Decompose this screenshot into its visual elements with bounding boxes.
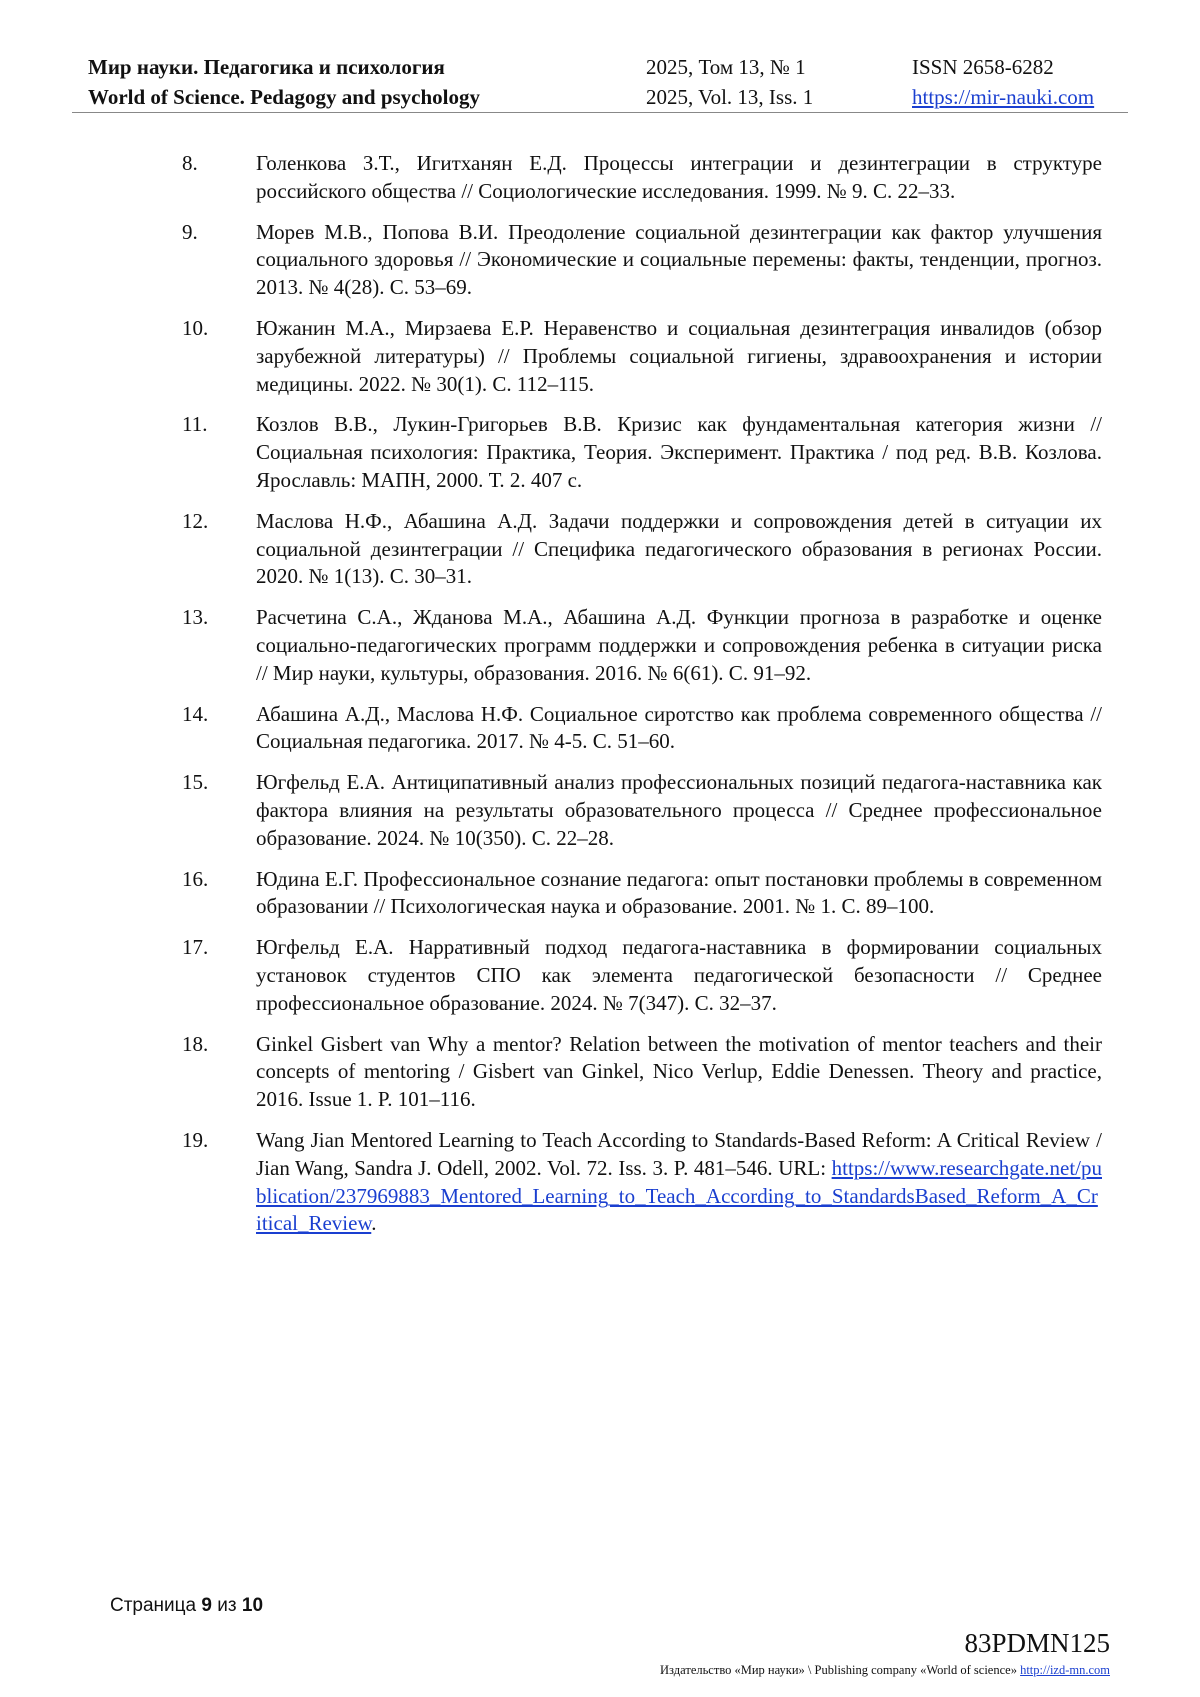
reference-tail: .: [371, 1211, 377, 1236]
publisher-text: Издательство «Мир науки» \ Publishing company «World of science»: [660, 1663, 1017, 1677]
reference-item: [182, 701, 1102, 757]
document-code: 83PDMN125: [964, 1628, 1110, 1658]
reference-text: Козлов В.В., Лукин-Григорьев В.В. Кризис как фундаментальная категория жизни // Социальная психология: Практика, Теория. Эксперимент. Практика / под ред. В.В. Козлова. Ярославль: МАПН, 2000. Т. 2. 407 с.: [256, 412, 1102, 492]
reference-number: 15.: [182, 770, 209, 795]
publisher-link[interactable]: http://izd-mn.com: [1020, 1663, 1110, 1677]
reference-item: [182, 604, 1102, 687]
issue-info-en: 2025, Vol. 13, Iss. 1: [646, 85, 814, 109]
reference-number: 9.: [182, 219, 198, 244]
reference-item: [182, 934, 1102, 1017]
reference-item: [182, 769, 1102, 852]
reference-item: [182, 315, 1102, 398]
reference-number: 10.: [182, 315, 209, 340]
reference-number: 11.: [182, 412, 208, 437]
reference-text: Югфельд Е.А. Антиципативный анализ профессиональных позиций педагога-наставника как фактора влияния на результаты образовательного процесса // Среднее профессиональное образование. 2024. № 10(350). С. 22–28.: [256, 770, 1102, 850]
reference-text: Расчетина С.А., Жданова М.А., Абашина А.Д. Функции прогноза в разработке и оценке социально-педагогических программ поддержки и сопровождения ребенка в ситуации риска // Мир науки, культуры, образования. 2016. № 6(61). С. 91–92.: [256, 605, 1102, 685]
reference-text: Югфельд Е.А. Нарративный подход педагога-наставника в формировании социальных установок студентов СПО как элемента педагогической безопасности // Среднее профессиональное образование. 2024. № 7(347). С. 32–37.: [256, 935, 1102, 1015]
reference-url-link[interactable]: https://www.researchgate.net/publication/237969883_Mentored_Learning_to_Teach_According_to_StandardsBased_Reform_A_Critical_Review: [256, 1155, 1102, 1236]
reference-number: 8.: [182, 151, 198, 175]
reference-number: 16.: [182, 866, 209, 891]
page-separator: из: [217, 1595, 237, 1616]
reference-number: 18.: [182, 1031, 209, 1056]
issue-info: [646, 52, 813, 112]
journal-site-link[interactable]: https://mir-nauki.com: [912, 85, 1095, 109]
reference-item: [182, 1127, 1102, 1238]
reference-item: [182, 411, 1102, 494]
journal-title-en: World of Science. Pedagogy and psychology: [88, 85, 481, 109]
issn: ISSN 2658-6282: [912, 55, 1054, 79]
reference-text: Маслова Н.Ф., Абашина А.Д. Задачи поддержки и сопровождения детей в ситуации их социальной дезинтеграции // Специфика педагогического образования в регионах России. 2020. № 1(13). С. 30–31.: [256, 508, 1102, 589]
page-prefix: Страница: [110, 1595, 197, 1616]
reference-number: 12.: [182, 508, 209, 533]
header-divider: [72, 112, 1128, 113]
reference-number: 14.: [182, 701, 209, 726]
publisher-line: [660, 1663, 1110, 1678]
reference-number: 13.: [182, 605, 209, 630]
page-current: 9: [201, 1595, 212, 1616]
reference-number: 19.: [182, 1127, 209, 1152]
reference-number: 17.: [182, 935, 209, 960]
issue-info-ru: 2025, Том 13, № 1: [646, 55, 806, 79]
issn-block: [912, 52, 1094, 112]
reference-item: [182, 866, 1102, 922]
reference-item: [182, 219, 1102, 302]
reference-text: Южанин М.А., Мирзаева Е.Р. Неравенство и социальная дезинтеграция инвалидов (обзор зарубежной литературы) // Проблемы социальной гигиены, здравоохранения и истории медицины. 2022. № 30(1). С. 112–115.: [256, 315, 1102, 396]
reference-text: Голенкова З.Т., Игитханян Е.Д. Процессы интеграции и дезинтеграции в структуре российского общества // Социологические исследования. 1999. № 9. С. 22–33.: [256, 151, 1102, 203]
journal-title-ru: Мир науки. Педагогика и психология: [88, 55, 445, 79]
reference-text: Ginkel Gisbert van Why a mentor? Relation between the motivation of mentor teachers and their concepts of mentoring / Gisbert van Ginkel, Nico Verlup, Eddie Denessen. Theory and practice, 2016. Issue 1. P. 101–116.: [256, 1031, 1102, 1112]
reference-text: Морев М.В., Попова В.И. Преодоление социальной дезинтеграции как фактор улучшения социального здоровья // Экономические и социальные перемены: факты, тенденции, прогноз. 2013. № 4(28). С. 53–69.: [256, 219, 1102, 300]
page-counter: [110, 1595, 263, 1617]
reference-text: Абашина А.Д., Маслова Н.Ф. Социальное сиротство как проблема современного общества // Социальная педагогика. 2017. № 4-5. С. 51–60.: [256, 701, 1102, 754]
reference-list: [182, 150, 1102, 1251]
reference-text: Юдина Е.Г. Профессиональное сознание педагога: опыт постановки проблемы в современном образовании // Психологическая наука и образование. 2001. № 1. С. 89–100.: [256, 866, 1102, 919]
journal-title: [88, 52, 480, 112]
reference-item: [182, 508, 1102, 591]
reference-item: [182, 150, 1102, 206]
page-total: 10: [241, 1595, 264, 1616]
reference-text: Wang Jian Mentored Learning to Teach According to Standards-Based Reform: A Critical Review / Jian Wang, Sandra J. Odell, 2002. Vol. 72. Iss. 3. P. 481–546. URL:: [256, 1127, 1102, 1180]
reference-item: [182, 1031, 1102, 1114]
